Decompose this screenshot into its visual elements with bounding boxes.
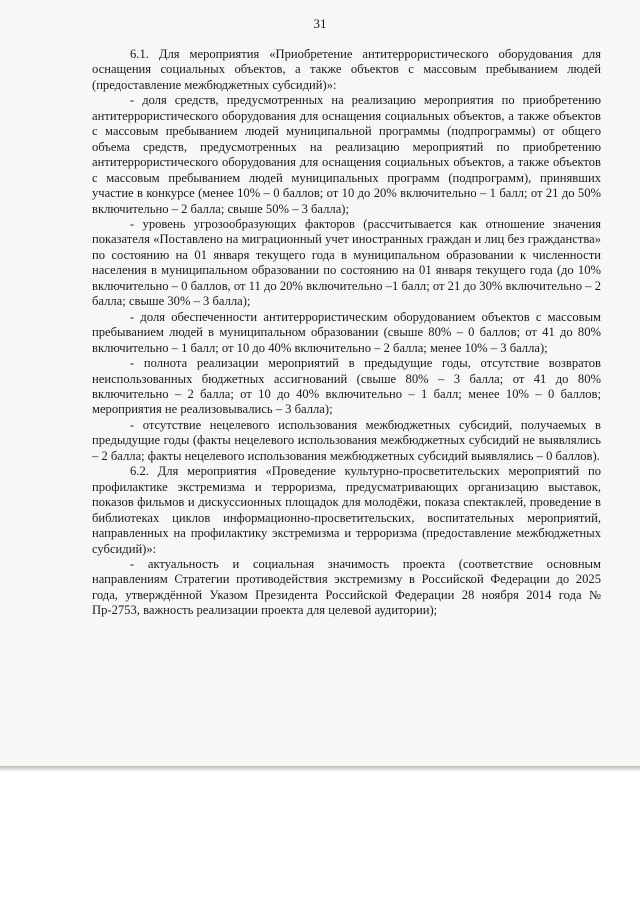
paragraph-6-1-heading: 6.1. Для мероприятия «Приобретение антитеррористического оборудования для оснащения социальных объектов, а также объектов с массовым пребыванием людей (предоставление межбюджетных субсидий)»: — [92, 47, 601, 92]
page-number: 31 — [313, 16, 327, 31]
paragraph-6-2-heading: 6.2. Для мероприятия «Проведение культурно-просветительских мероприятий по профилактике экстремизма и терроризма, предусматривающих организацию выставок, показов фильмов и дискуссионных площадок для молодёжи, показа спектаклей, проведение в библиотеках циклов информационно-просветительских, воспитательных мероприятий, направленных на профилактику экстремизма и терроризма (предоставление межбюджетных субсидий)»: — [92, 464, 601, 556]
page-edge-shadow — [0, 766, 640, 772]
document-body — [92, 47, 601, 619]
paragraph-criterion: - отсутствие нецелевого использования межбюджетных субсидий, получаемых в предыдущие годы (факты нецелевого использования межбюджетных субсидий не выявлялись – 2 балла; факты нецелевого использования межбюджетных субсидий выявлялись – 0 баллов). — [92, 417, 601, 463]
paragraph-criterion: - полнота реализации мероприятий в предыдущие годы, отсутствие возвратов неиспользованных бюджетных ассигнований (свыше 80% – 3 балла; от 41 до 80% включительно – 2 балла; от 10 до 40% включительно – 1 балл; менее 10% – 0 баллов; мероприятия не реализовывались – 3 балла); — [92, 356, 601, 417]
paragraph-criterion: - уровень угрозообразующих факторов (рассчитывается как отношение значения показателя «Поставлено на миграционный учет иностранных граждан и лиц без гражданства» по состоянию на 01 января текущего года в муниципальном образовании к численности населения в муниципальном образовании по состоянию на 01 января текущего года (до 10% включительно – 0 баллов, от 11 до 20% включительно –1 балл; от 21 до 30% включительно – 2 балла; свыше 30% – 3 балла); — [92, 216, 601, 309]
paragraph-criterion: - актуальность и социальная значимость проекта (соответствие основным направлениям Стратегии противодействия экстремизму в Российской Федерации до 2025 года, утверждённой Указом Президента Российской Федерации 28 ноября 2014 года № Пр-2753, важность реализации проекта для целевой аудитории); — [92, 556, 601, 618]
paragraph-criterion: - доля средств, предусмотренных на реализацию мероприятия по приобретению антитеррористического оборудования для оснащения социальных объектов, а также объектов с массовым пребыванием людей муниципальной программы (подпрограммы) от общего объема средств, предусмотренных на реализацию мероприятий по приобретению антитеррористического оборудования для оснащения социальных объектов, а также объектов с массовым пребыванием людей муниципальных программ (подпрограмм), принявших участие в конкурсе (менее 10% – 0 баллов; от 10 до 20% включительно – 1 балл; от 21 до 50% включительно – 2 балла; свыше 50% – 3 балла); — [92, 93, 601, 216]
paragraph-criterion: - доля обеспеченности антитеррористическим оборудованием объектов с массовым пребыванием людей в муниципальном образовании (свыше 80% – 0 баллов; от 41 до 80% включительно – 1 балл; от 10 до 40% включительно – 2 балла; менее 10% – 3 балла); — [92, 309, 601, 355]
